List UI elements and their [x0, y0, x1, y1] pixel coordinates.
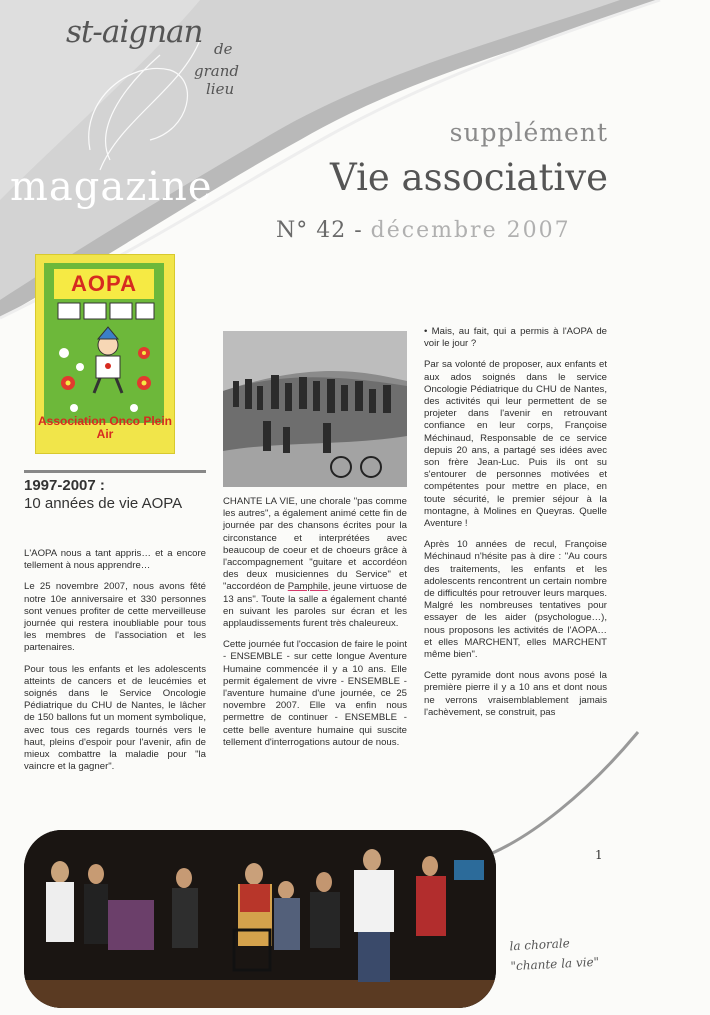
brand-name: st-aignan: [66, 14, 203, 50]
paragraph: Après 10 années de recul, Françoise Méchinaud n'hésite pas à dire : "Au cours des traitements, les enfants et les adolescents rencontrent un certain nombre de difficultés pour retrouver leurs marques. Malgré les nombreuses tentatives pour essayer de les aider (psychologue…), nous proposons les activités de l'AOPA… et elles MARCHENT, elles MARCHENT même bien".: [424, 539, 607, 661]
paragraph: [223, 496, 407, 630]
decorative-swoosh: [480, 730, 640, 860]
article-column-1: [24, 548, 206, 782]
brand-de: de: [214, 40, 233, 58]
magazine-label: magazine: [10, 164, 213, 210]
paragraph-text: CHANTE LA VIE, une chorale "pas comme les autres", a également animé cette fin de journée par des chansons écrites pour la circonstance et interprétées avec beaucoup de coeur et de choeurs grâce à l'accompagnement "guitare et accordéon des deux musiciennes du Service" et "accordéon de: [223, 496, 407, 593]
supplement-label: supplément: [449, 118, 608, 147]
paragraph: • Mais, au fait, qui a permis à l'AOPA de voir le jour ?: [424, 326, 607, 350]
aopa-logo-title: AOPA: [54, 269, 154, 299]
highlighted-name: Pamphile: [287, 581, 328, 593]
paragraph: Par sa volonté de proposer, aux enfants et aux ados soignés dans le service Oncologie Pédiatrique du CHU de Nantes, des activités qui leur permettent de se projeter dans l'avenir en retrouvant confiance en leur corps, Françoise Méchinaud, Responsable de ce service depuis 20 ans, a partagé ses idées avec son frère Jean-Luc. Puis ils ont su s'entourer de personnes motivées et compétentes pour mettre en place, en toute sécurité, le premier séjour à la montagne, à Molines en Queyras. Quelle Aventure !: [424, 359, 607, 530]
issue-number: N° 42: [276, 218, 347, 243]
headline-years: 1997-2007 :: [24, 477, 105, 494]
headline-subtitle: 10 années de vie AOPA: [24, 495, 183, 512]
caption-line-1: la chorale: [509, 936, 571, 954]
brand-logo: [66, 14, 239, 98]
photo-caption-handwritten: [509, 932, 600, 977]
aopa-logo: [35, 254, 175, 454]
issue-info: [276, 218, 571, 243]
paragraph: Pour tous les enfants et les adolescents atteints de cancers et de leucémies et soignés dans le Service Oncologie Pédiatrique du CHU de Nantes, le lâcher de 150 ballons fut un moment symbolique, avec tous ces regards tournés vers le haut, pleins d'espoir pour l'avenir, afin de mieux combattre la maladie pour "la vaincre et la gagner".: [24, 663, 206, 773]
caption-line-2: "chante la vie": [510, 954, 600, 974]
article-column-3: [424, 326, 607, 728]
aopa-clown-illustration: [44, 263, 164, 423]
paragraph: Le 25 novembre 2007, nous avons fêté notre 10e anniversaire et 330 personnes sont venues profiter de cette merveilleuse journée qui restera inoubliable pour tous les membres de l'association et les partenaires.: [24, 581, 206, 654]
brand-grand: grand: [194, 62, 239, 80]
aopa-association-name: Association Onco Plein Air: [37, 414, 173, 441]
page-number: 1: [595, 848, 603, 862]
brand-lieu: lieu: [206, 80, 235, 98]
issue-separator: -: [346, 218, 371, 243]
paragraph: Cette pyramide dont nous avons posé la première pierre il y a 10 ans et dont nous ne verrons vraisemblablement jamais l'achèvement, se construit, pas: [424, 670, 607, 718]
issue-title: Vie associative: [330, 156, 608, 199]
paragraph: Cette journée fut l'occasion de faire le point - ENSEMBLE - sur cette longue Aventure Humaine commencée il y a 10 ans. Elle permit également de vivre - ENSEMBLE - l'aventure humaine d'une journée, ce 25 novembre 2007. Elle va enfin nous permettre de continuer - ENSEMBLE - cette belle aventure humaine qui suscite tellement d'interrogations autour de nous.: [223, 639, 407, 748]
paragraph: L'AOPA nous a tant appris… et a encore tellement à nous apprendre…: [24, 548, 206, 572]
aopa-logo-field: [44, 263, 164, 423]
article-headline: [24, 470, 206, 513]
paragraph-text: , jeune virtuose de 13 ans". Toute la salle a également chanté en suivant les paroles sur écran et les applaudissements furent très chaleureux.: [223, 581, 407, 630]
choir-photo: [24, 830, 496, 1008]
article-column-2: [223, 496, 407, 758]
hikers-photo: [223, 331, 407, 487]
issue-date: décembre 2007: [370, 218, 571, 243]
